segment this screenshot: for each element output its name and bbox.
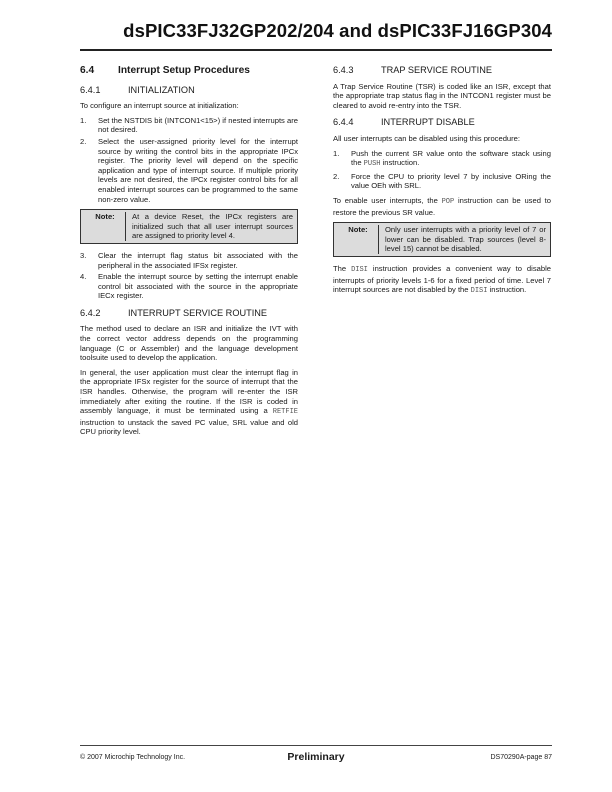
note-text: At a device Reset, the IPCx registers are initialized such that all user interrupt sources are assigned to priority level 4. bbox=[125, 212, 293, 241]
list-text: Select the user-assigned priority level for the interrupt source by writing the control bits in the appropriate IPCx register. The priority level will depend on the specific application and type of interrupt source. If multiple priority levels are not desired, the IPCx register control bits for all enabled interrupt sources can be programmed to the same non-zero value. bbox=[98, 136, 298, 204]
list-item bbox=[80, 251, 298, 270]
page-header-title: dsPIC33FJ32GP202/204 and dsPIC33FJ16GP304 bbox=[123, 20, 552, 41]
note-text: Only user interrupts with a priority level of 7 or lower can be disabled. Trap sources (level 8-level 15) cannot be disabled. bbox=[378, 225, 546, 254]
note-label: Note: bbox=[95, 212, 115, 222]
numbered-list bbox=[333, 149, 551, 191]
text-run: Push the current SR value onto the software stack using the bbox=[351, 148, 551, 168]
code-disi: DISI bbox=[351, 265, 368, 274]
list-number: 2. bbox=[80, 136, 87, 146]
list-item bbox=[333, 172, 551, 191]
list-number: 1. bbox=[333, 148, 340, 158]
subsection-title: TRAP SERVICE ROUTINE bbox=[381, 65, 492, 75]
subsection-heading-isr bbox=[80, 309, 298, 319]
list-text: Clear the interrupt flag status bit associated with the peripheral in the associated IFSx register. bbox=[98, 250, 298, 270]
subsection-number: 6.4.4 bbox=[333, 117, 354, 128]
text-run: In general, the user application must clear the interrupt flag in the appropriate IFSx register for the source of interrupt that the ISR handles. Otherwise, the program will re-enter the ISR immediately after exiting the routine. If the ISR is coded in assembly language, it must be terminated using a bbox=[80, 367, 298, 416]
footer-page-number: DS70290A-page 87 bbox=[490, 754, 552, 761]
list-text: Set the NSTDIS bit (INTCON1<15>) if nested interrupts are not desired. bbox=[98, 115, 298, 135]
list-text: Enable the interrupt source by setting the interrupt enable control bit associated with the source in the appropriate IECx register. bbox=[98, 272, 298, 301]
code-retfie: RETFIE bbox=[272, 408, 298, 417]
paragraph bbox=[333, 196, 551, 217]
text-run: instruction to unstack the saved PC value, SRL value and old CPU priority level. bbox=[80, 417, 298, 437]
list-number: 1. bbox=[80, 115, 87, 125]
text-run: The bbox=[333, 263, 352, 273]
section-heading bbox=[80, 66, 298, 76]
list-item bbox=[80, 272, 298, 301]
list-text bbox=[351, 149, 551, 170]
paragraph bbox=[333, 264, 551, 297]
note-box bbox=[80, 209, 298, 244]
subsection-number: 6.4.2 bbox=[80, 307, 101, 318]
text-run: instruction provides a convenient way to disable interrupts of priority levels 1-6 for a fixed period of time. Level 7 interrupt sources are not disabled by the bbox=[333, 263, 551, 295]
code-disi: DISI bbox=[470, 287, 488, 296]
text-run: instruction can be used to restore the previous SR value. bbox=[333, 195, 551, 217]
note-box bbox=[333, 222, 551, 257]
code-push: PUSH bbox=[363, 160, 381, 169]
footer-status: Preliminary bbox=[287, 751, 345, 763]
footer-copyright: © 2007 Microchip Technology Inc. bbox=[80, 754, 186, 761]
paragraph: The method used to declare an ISR and initialize the IVT with the correct vector address depends on the programming language (C or Assembler) and the language development toolsuite used to develop the application. bbox=[80, 324, 298, 363]
subsection-number: 6.4.1 bbox=[80, 84, 101, 95]
list-number: 2. bbox=[333, 171, 340, 181]
list-number: 4. bbox=[80, 272, 87, 282]
paragraph: All user interrupts can be disabled using this procedure: bbox=[333, 133, 520, 143]
subsection-heading-disable bbox=[333, 118, 551, 128]
header-rule bbox=[80, 49, 552, 51]
subsection-heading-trap bbox=[333, 66, 551, 76]
section-title: Interrupt Setup Procedures bbox=[118, 65, 250, 76]
numbered-list bbox=[80, 251, 298, 301]
left-column bbox=[80, 66, 298, 442]
paragraph: To configure an interrupt source at initialization: bbox=[80, 101, 239, 111]
list-item bbox=[80, 116, 298, 135]
subsection-title: INTERRUPT DISABLE bbox=[381, 117, 475, 128]
code-pop: POP bbox=[441, 197, 455, 206]
paragraph bbox=[80, 368, 298, 437]
text-run: To enable user interrupts, the bbox=[333, 195, 442, 205]
note-label: Note: bbox=[348, 225, 368, 235]
subsection-number: 6.4.3 bbox=[333, 65, 354, 75]
footer-rule bbox=[80, 745, 552, 746]
list-item bbox=[333, 149, 551, 170]
text-run: instruction. bbox=[487, 285, 527, 295]
text-run: instruction. bbox=[380, 158, 420, 168]
subsection-title: INTERRUPT SERVICE ROUTINE bbox=[128, 307, 268, 318]
numbered-list bbox=[80, 116, 298, 204]
list-text: Force the CPU to priority level 7 by inclusive ORing the value OEh with SRL. bbox=[351, 171, 551, 191]
list-number: 3. bbox=[80, 250, 87, 260]
subsection-title: INITIALIZATION bbox=[128, 84, 195, 95]
subsection-heading-initialization bbox=[80, 86, 298, 96]
list-item bbox=[80, 137, 298, 204]
right-column bbox=[333, 66, 551, 302]
section-number: 6.4 bbox=[80, 65, 95, 76]
paragraph: A Trap Service Routine (TSR) is coded like an ISR, except that the appropriate trap status flag in the INTCON1 register must be cleared to avoid re-entry into the TSR. bbox=[333, 81, 551, 110]
